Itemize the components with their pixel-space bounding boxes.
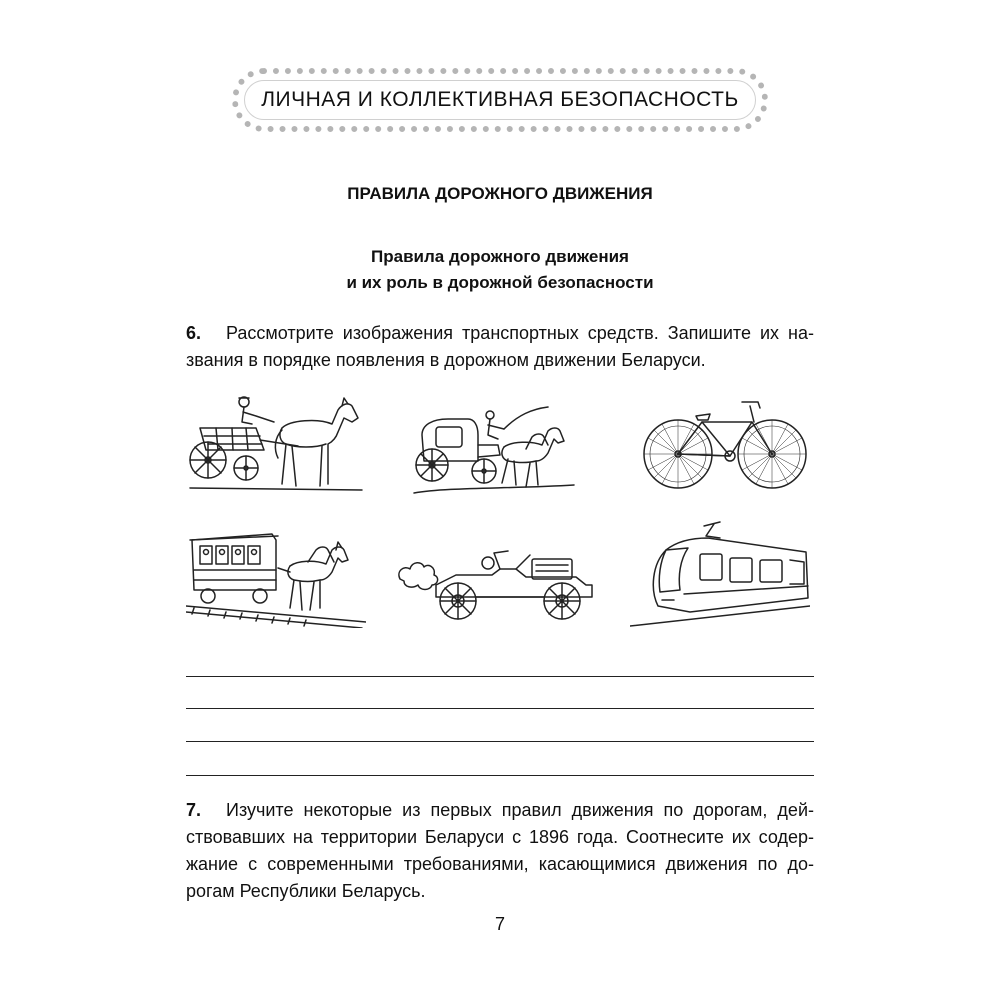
answer-line-3[interactable] [186,741,814,742]
subsection-title-line-2: и их роль в дорожной безопасности [346,273,654,292]
answer-line-4[interactable] [186,775,814,776]
task-7-line-2: ствовавших на территории Беларуси с 1896 года. Соотнесите их содер- [186,827,814,847]
subsection-title [0,244,1000,296]
subsection-title-line-1: Правила дорожного движения [371,247,629,266]
task-6-line-1 [186,320,814,347]
chapter-banner [232,68,768,132]
task-7-number: 7. [186,800,202,820]
horse-carriage-icon [408,405,578,497]
task-7-text-1: Изучите некоторые из первых правил движения по дорогам, дей- [226,800,814,820]
horse-cart-icon [186,388,366,498]
vintage-car-icon [396,545,602,621]
horse-tram-icon [186,528,366,628]
task-6-text-1: Рассмотрите изображения транспортных средств. Запишите их на- [226,323,814,343]
chapter-title: ЛИЧНАЯ И КОЛЛЕКТИВНАЯ БЕЗОПАСНОСТЬ [261,88,739,111]
answer-line-2[interactable] [186,708,814,709]
page-number: 7 [494,914,505,934]
answer-line-1[interactable] [186,676,814,677]
task-7 [186,797,814,905]
task-7-line-4: рогам Республики Беларусь. [186,881,426,901]
task-6 [186,320,814,374]
bicycle-icon [640,392,810,492]
task-6-number: 6. [186,323,202,343]
task-6-line-2: звания в порядке появления в дорожном движении Беларуси. [186,350,706,370]
task-7-line-1 [186,797,814,824]
section-title: ПРАВИЛА ДОРОЖНОГО ДВИЖЕНИЯ [347,184,653,203]
modern-tram-icon [630,520,810,630]
task-7-line-3: жание с современными требованиями, касающимися движения по до- [186,854,814,874]
